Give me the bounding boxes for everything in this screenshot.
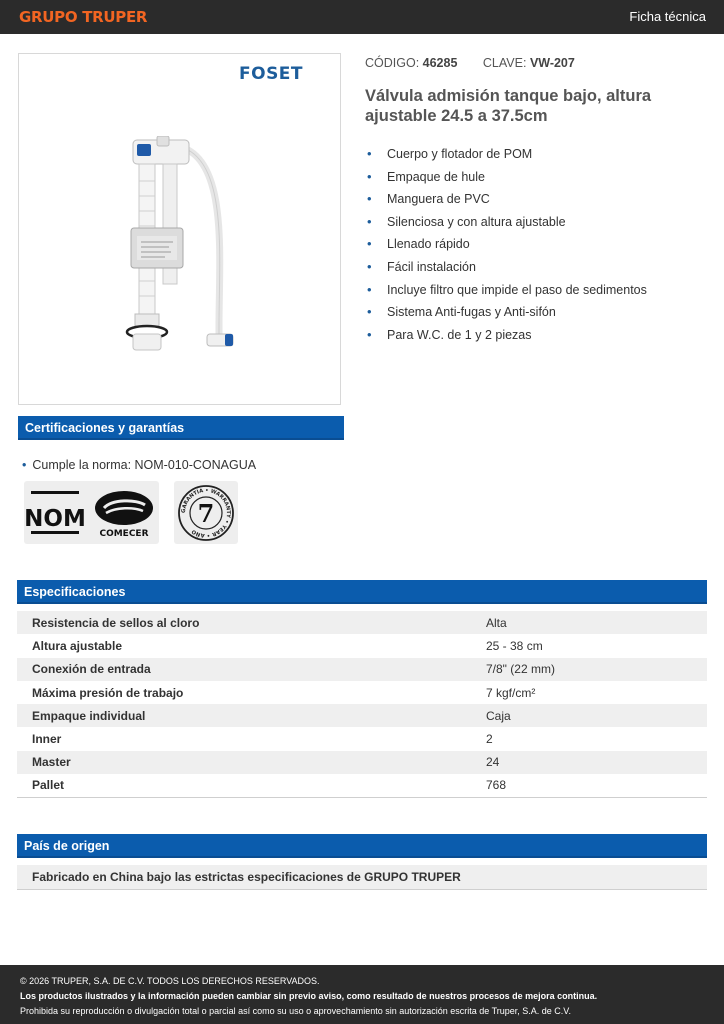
brand-logo: GRUPO TRUPER [19, 8, 148, 26]
spec-value: Caja [486, 704, 707, 727]
top-bar [0, 0, 724, 34]
document-type: Ficha técnica [629, 9, 706, 24]
spec-value: 7 kgf/cm² [486, 685, 536, 700]
spec-label: Empaque individual [17, 704, 486, 727]
spec-value: 7/8" (22 mm) [486, 658, 707, 681]
certification-item [22, 458, 256, 472]
fill-valve-image [119, 136, 249, 356]
feature-item: • Incluye filtro que impide el paso de sedimentos [365, 280, 647, 303]
product-image-frame [18, 53, 341, 405]
spec-value: 768 [486, 774, 707, 797]
spec-label: Altura ajustable [32, 638, 123, 653]
table-row [17, 704, 707, 727]
certification-text: Cumple la norma: NOM-010-CONAGUA [32, 458, 257, 472]
table-row [17, 611, 707, 634]
feature-item: • Para W.C. de 1 y 2 piezas [365, 325, 647, 348]
feature-item: • Manguera de PVC [365, 189, 647, 212]
feature-item: • Empaque de hule [365, 167, 647, 190]
warranty-seal-image [174, 481, 238, 544]
nom-comecer-logos [24, 481, 159, 544]
table-row [17, 658, 707, 681]
table-row [17, 727, 707, 750]
nom-comecer-logo-image [24, 481, 159, 544]
spec-value: Alta [486, 611, 707, 634]
spec-value: 24 [486, 751, 707, 774]
spec-label: Resistencia de sellos al cloro [17, 611, 486, 634]
specifications-table [17, 611, 707, 798]
feature-item: • Sistema Anti-fugas y Anti-sifón [365, 302, 647, 325]
spec-label: Pallet [17, 774, 486, 797]
feature-item: • Cuerpo y flotador de POM [365, 144, 647, 167]
codigo-label: CÓDIGO: [365, 56, 420, 70]
product-codes [365, 56, 575, 70]
warranty-seal [174, 481, 238, 544]
product-title: Válvula admisión tanque bajo, altura ajustable 24.5 a 37.5cm [365, 87, 652, 125]
feature-item: • Fácil instalación [365, 257, 647, 280]
spec-label: Master [17, 751, 486, 774]
feature-item: • Silenciosa y con altura ajustable [365, 212, 647, 235]
clave-label: CLAVE: [482, 56, 527, 70]
certifications-header: Certificaciones y garantías [18, 416, 344, 440]
spec-value: 25 - 38 cm [486, 638, 543, 653]
product-brand-logo: FOSET [239, 64, 304, 84]
feature-list [365, 144, 647, 347]
specifications-header: Especificaciones [17, 580, 707, 604]
table-row [17, 774, 707, 797]
spec-label: Conexión de entrada [17, 658, 486, 681]
warranty-seal-text: GARANTÍA • WARRANTY • YEAR • AÑO [180, 487, 232, 539]
feature-item: • Llenado rápido [365, 234, 647, 257]
origin-header: País de origen [17, 834, 707, 858]
spec-value: 2 [486, 732, 493, 747]
origin-text: Fabricado en China bajo las estrictas especificaciones de GRUPO TRUPER [17, 865, 707, 890]
clave-value: VW-207 [529, 56, 575, 70]
warranty-years: 7 [197, 499, 215, 528]
spec-label: Inner [32, 732, 62, 747]
nom-logo-text: NOM [24, 506, 86, 532]
reproduction-notice: Prohibida su reproducción o divulgación total o parcial así como su uso o aprovechamiento sin autorización escrita de Truper, S.A. de C.V. [20, 1006, 571, 1016]
table-row [17, 634, 707, 657]
table-row [17, 751, 707, 774]
spec-label: Máxima presión de trabajo [32, 685, 184, 700]
footer [0, 965, 724, 1024]
table-row [17, 681, 707, 704]
bullet-icon: • [22, 458, 27, 472]
comecer-logo-text: COMECER [99, 529, 149, 539]
codigo-value: 46285 [422, 56, 458, 70]
copyright-text: © 2026 TRUPER, S.A. DE C.V. TODOS LOS DERECHOS RESERVADOS. [20, 976, 320, 986]
disclaimer-text: Los productos ilustrados y la información pueden cambiar sin previo aviso, como resultado de nuestros procesos de mejora continua. [20, 991, 598, 1001]
